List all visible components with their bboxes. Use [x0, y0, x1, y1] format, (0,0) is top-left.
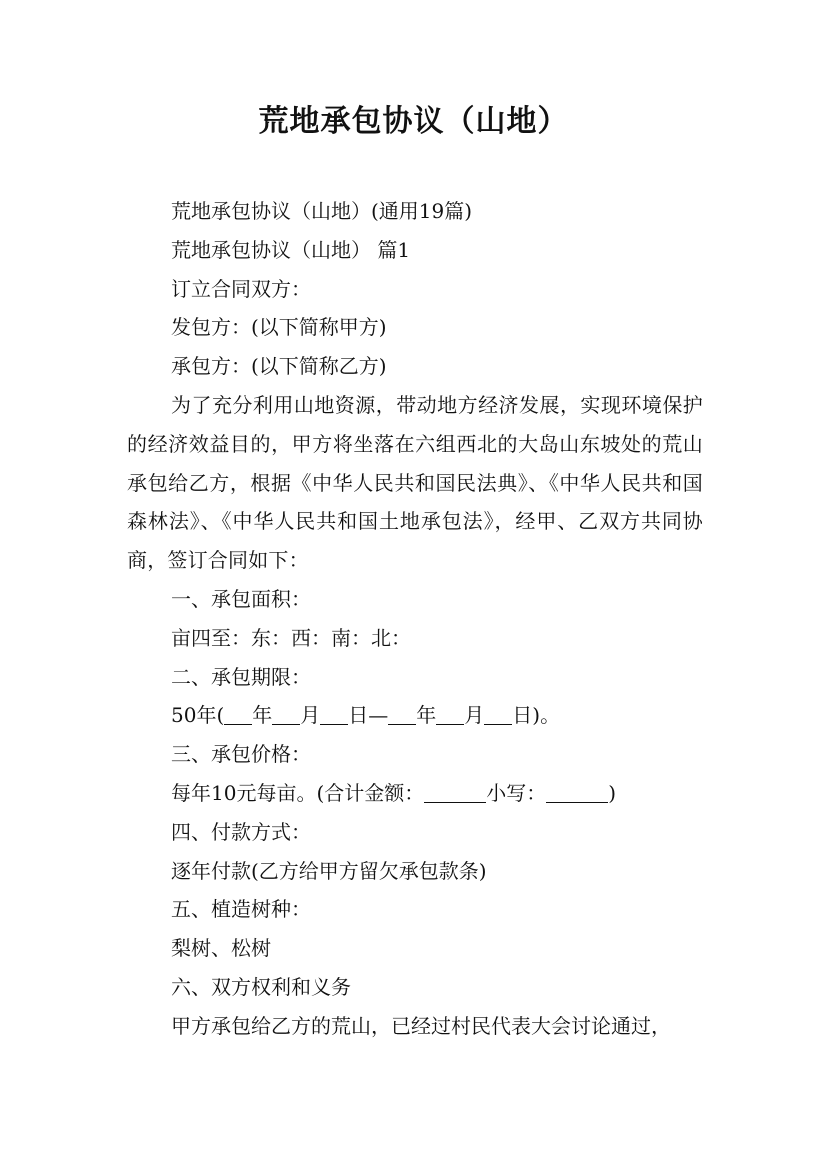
paragraph-section-heading: 荒地承包协议（山地） 篇1	[171, 237, 411, 262]
paragraph-payment-heading: 四、付款方式：	[171, 819, 311, 844]
paragraph-area-bounds: 亩四至：东：西：南：北：	[171, 625, 411, 650]
term-day-dash: 日—	[348, 703, 389, 728]
price-mid: 小写：	[486, 780, 547, 805]
paragraph-term-line	[127, 696, 703, 735]
term-prefix: 50年(	[171, 703, 225, 728]
document-body	[127, 192, 703, 1046]
paragraph-area-heading: 一、承包面积：	[171, 586, 311, 611]
term-month: 月	[300, 703, 321, 728]
paragraph-price-line	[127, 774, 703, 813]
paragraph-payment-method: 逐年付款(乙方给甲方留欠承包款条)	[171, 858, 487, 883]
paragraph-party-a: 发包方：(以下简称甲方)	[171, 315, 387, 340]
blank-underline	[436, 702, 464, 725]
price-prefix: 每年10元每亩。(合计金额：	[171, 780, 425, 805]
term-suffix: 日)。	[512, 703, 561, 728]
blank-underline	[484, 702, 512, 725]
blank-underline	[424, 780, 486, 803]
paragraph-rights-text: 甲方承包给乙方的荒山，已经过村民代表大会讨论通过，	[171, 1013, 671, 1038]
price-suffix: )	[608, 780, 617, 805]
paragraph-species: 梨树、松树	[171, 936, 271, 961]
paragraph-species-heading: 五、植造树种：	[171, 897, 311, 922]
paragraph-rights-heading: 六、双方权利和义务	[171, 974, 351, 999]
term-year: 年	[252, 703, 273, 728]
paragraph-party-b: 承包方：(以下简称乙方)	[171, 354, 387, 379]
term-year-2: 年	[416, 703, 437, 728]
document-title: 荒地承包协议（山地）	[258, 104, 569, 139]
paragraph-price-heading: 三、承包价格：	[171, 742, 311, 767]
paragraph-term-heading: 二、承包期限：	[171, 664, 311, 689]
blank-underline	[546, 780, 608, 803]
paragraph-parties: 订立合同双方：	[171, 276, 311, 301]
blank-underline	[224, 702, 252, 725]
term-month-2: 月	[464, 703, 485, 728]
blank-underline	[272, 702, 300, 725]
paragraph-preamble: 为了充分利用山地资源，带动地方经济发展，实现环境保护的经济效益目的，甲方将坐落在六组西北的大岛山东坡处的荒山承包给乙方，根据《中华人民共和国民法典》、《中华人民共和国森林法》、《中华人民共和国土地承包法》，经甲、乙双方共同协商，签订合同如下：	[127, 392, 703, 573]
paragraph-subtitle: 荒地承包协议（山地）(通用19篇)	[171, 199, 473, 223]
blank-underline	[388, 702, 416, 725]
blank-underline	[320, 702, 348, 725]
